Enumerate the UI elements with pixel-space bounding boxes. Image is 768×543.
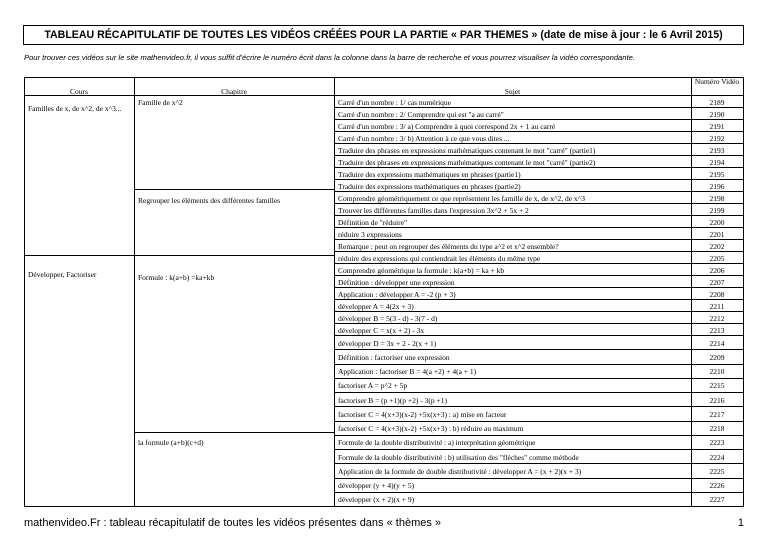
sujet-cell: développer (y + 4)(y + 5) bbox=[338, 481, 415, 491]
header-chapitre: Chapitre bbox=[221, 87, 247, 96]
numero-cell: 2218 bbox=[709, 424, 725, 434]
sujet-cell: Carré d'un nombre : 3/ a) Comprendre à quoi correspond 2x + 1 au carré bbox=[338, 121, 556, 131]
row-line bbox=[134, 95, 334, 96]
numero-cell: 2207 bbox=[709, 277, 725, 287]
row-line bbox=[334, 299, 744, 300]
row-line bbox=[334, 406, 744, 407]
row-line bbox=[334, 95, 744, 96]
numero-cell: 2225 bbox=[709, 466, 725, 476]
sujet-cell: développer D = 3x + 2 - 2(x + 1) bbox=[338, 338, 437, 348]
row-line bbox=[334, 167, 744, 168]
row-line bbox=[334, 378, 744, 379]
numero-cell: 2210 bbox=[709, 367, 725, 377]
sujet-cell: factoriser A = p^2 + 5p bbox=[338, 381, 408, 391]
sujet-cell: Traduire des phrases en expressions mathématiques contenant le mot "carré" (partie2) bbox=[338, 157, 596, 167]
row-line bbox=[334, 335, 744, 336]
sujet-cell: Définition : développer une expression bbox=[338, 277, 455, 287]
numero-cell: 2200 bbox=[709, 217, 725, 227]
page-number: 1 bbox=[737, 517, 744, 529]
row-line bbox=[334, 311, 744, 312]
sujet-cell: réduire des expressions qui contiendrait les éléments du même type bbox=[338, 253, 541, 263]
table-border-top bbox=[24, 77, 744, 78]
sujet-cell: Carré d'un nombre : 1/ cas numérique bbox=[338, 97, 451, 107]
table-border-right bbox=[743, 77, 744, 507]
row-line bbox=[134, 432, 334, 433]
numero-cell: 2205 bbox=[709, 253, 725, 263]
numero-cell: 2198 bbox=[709, 193, 725, 203]
sujet-cell: développer (x + 2)(x + 9) bbox=[338, 495, 415, 505]
header-sujet: Sujet bbox=[504, 87, 521, 96]
numero-cell: 2209 bbox=[709, 352, 725, 362]
sujet-cell: Formule de la double distributivité : a) interprétation géométrique bbox=[338, 438, 536, 448]
sujet-cell: Définition : factoriser une expression bbox=[338, 352, 450, 362]
row-line bbox=[334, 143, 744, 144]
numero-cell: 2199 bbox=[709, 205, 725, 215]
row-line bbox=[334, 215, 744, 216]
sujet-cell: Carré d'un nombre : 2/ Comprendre qui est "a au carré" bbox=[338, 109, 504, 119]
sujet-cell: développer A = 4(2x + 3) bbox=[338, 301, 414, 311]
chapitre-formule-kab: Formule : k(a+b) =ka+kb bbox=[138, 273, 215, 282]
footer-text: mathenvideo.Fr : tableau récapitulatif de toutes les vidéos présentes dans « thèmes » bbox=[24, 517, 442, 529]
header-cours: Cours bbox=[70, 87, 88, 96]
row-line bbox=[334, 107, 744, 108]
sujet-cell: Application : développer A = -2 (p + 3) bbox=[338, 289, 456, 299]
numero-cell: 2201 bbox=[709, 229, 725, 239]
numero-cell: 2224 bbox=[709, 452, 725, 462]
sujet-cell: Formule de la double distributivité : b) utilisation des "flèches" comme méthode bbox=[338, 452, 579, 462]
numero-cell: 2223 bbox=[709, 438, 725, 448]
row-line bbox=[134, 189, 334, 190]
numero-cell: 2213 bbox=[709, 325, 725, 335]
chapitre-famille-x2: Famille de x^2 bbox=[138, 98, 183, 107]
row-line bbox=[334, 349, 744, 350]
row-line bbox=[334, 463, 744, 464]
numero-cell: 2215 bbox=[709, 381, 725, 391]
row-line bbox=[334, 227, 744, 228]
numero-cell: 2227 bbox=[709, 495, 725, 505]
row-line bbox=[334, 421, 744, 422]
row-line bbox=[334, 239, 744, 240]
numero-cell: 2195 bbox=[709, 169, 725, 179]
sujet-cell: factoriser C = 4(x+3)(x-2) +5x(x+3) : a) mise en facteur bbox=[338, 409, 507, 419]
column-divider-cours bbox=[134, 77, 135, 507]
row-line bbox=[334, 203, 744, 204]
header-numero: Numéro Vidéo bbox=[694, 77, 740, 86]
numero-cell: 2206 bbox=[709, 265, 725, 275]
row-line bbox=[334, 323, 744, 324]
sujet-cell: développer B = 5(3 - d) - 3(7 - d) bbox=[338, 313, 438, 323]
table-border-bottom bbox=[24, 506, 744, 507]
row-line bbox=[334, 449, 744, 450]
chapitre-double-distributivite: la formule (a+b)(c+d) bbox=[138, 438, 204, 447]
numero-cell: 2193 bbox=[709, 145, 725, 155]
row-line bbox=[334, 191, 744, 192]
sujet-cell: Application : factoriser B = 4(a +2) + 4(a + 1) bbox=[338, 367, 477, 377]
row-line bbox=[334, 435, 744, 436]
document-title: TABLEAU RÉCAPITULATIF DE TOUTES LES VIDÉOS CRÉÉES POUR LA PARTIE « PAR THEMES » (date de mise à jour : le 6 Avril 2015) bbox=[23, 25, 744, 45]
numero-cell: 2216 bbox=[709, 395, 725, 405]
sujet-cell: Traduire des expressions mathématiques en phrases (partie2) bbox=[338, 181, 521, 191]
videos-table bbox=[24, 77, 744, 507]
numero-cell: 2196 bbox=[709, 181, 725, 191]
row-line bbox=[334, 119, 744, 120]
sujet-cell: développer C = x(x + 2) - 3x bbox=[338, 325, 425, 335]
row-line bbox=[334, 251, 744, 252]
row-line bbox=[334, 275, 744, 276]
numero-cell: 2192 bbox=[709, 133, 725, 143]
numero-cell: 2226 bbox=[709, 481, 725, 491]
numero-cell: 2190 bbox=[709, 109, 725, 119]
sujet-cell: Application de la formule de double distributivité : développer A = (x + 2)(x + 3) bbox=[338, 466, 582, 476]
row-line bbox=[334, 131, 744, 132]
numero-cell: 2202 bbox=[709, 241, 725, 251]
numero-cell: 2212 bbox=[709, 313, 725, 323]
sujet-cell: Traduire des phrases en expressions mathématiques contenant le mot "carré" (partie1) bbox=[338, 145, 596, 155]
numero-cell: 2208 bbox=[709, 289, 725, 299]
cours-familles: Familles de x, de x^2, de x^3... bbox=[28, 104, 122, 113]
row-line bbox=[334, 155, 744, 156]
sujet-cell: Définition de "réduire" bbox=[338, 217, 408, 227]
table-border-left bbox=[24, 77, 25, 507]
row-line bbox=[334, 287, 744, 288]
column-divider-chapitre bbox=[334, 77, 335, 507]
numero-cell: 2211 bbox=[709, 301, 725, 311]
sujet-cell: réduire 3 expressions bbox=[338, 229, 402, 239]
cours-developper-factoriser: Développer, Factoriser bbox=[28, 270, 97, 279]
numero-cell: 2194 bbox=[709, 157, 725, 167]
chapitre-regrouper: Regrouper les éléments des différentes familles bbox=[138, 196, 281, 205]
row-line bbox=[134, 255, 334, 256]
row-line bbox=[334, 392, 744, 393]
sujet-cell: Trouver les différentes familles dans l'expression 3x^2 + 5x + 2 bbox=[338, 205, 529, 215]
numero-cell: 2214 bbox=[709, 338, 725, 348]
row-line bbox=[334, 364, 744, 365]
intro-text: Pour trouver ces vidéos sur le site mathenvideo.fr, il vous suffit d'écrire le numéro écrit dans la colonne dans la barre de recherche et vous pourrez visualiser la vidéo correspondante. bbox=[24, 53, 635, 62]
row-line bbox=[334, 179, 744, 180]
row-line bbox=[24, 255, 134, 256]
sujet-cell: Carré d'un nombre : 3/ b) Attention à ce que vous dites ... bbox=[338, 133, 510, 143]
row-line bbox=[24, 95, 134, 96]
sujet-cell: factoriser C = 4(x+3)(x-2) +5x(x+3) : b) réduire au maximum bbox=[338, 424, 524, 434]
page-footer bbox=[24, 517, 744, 529]
numero-cell: 2189 bbox=[709, 97, 725, 107]
row-line bbox=[334, 478, 744, 479]
sujet-cell: Comprendre géométrique la formule : k(a+b) = ka + kb bbox=[338, 265, 505, 275]
numero-cell: 2217 bbox=[709, 409, 725, 419]
sujet-cell: Traduire des expressions mathématiques en phrases (partie1) bbox=[338, 169, 521, 179]
sujet-cell: factoriser B = (p +1)(p +2) - 3(p +1) bbox=[338, 395, 447, 405]
row-line bbox=[334, 263, 744, 264]
sujet-cell: Remarque : peut on regrouper des éléments du type a^2 et x^2 ensemble? bbox=[338, 241, 559, 251]
row-line bbox=[334, 492, 744, 493]
sujet-cell: Comprendre géométriquement ce que représentent les famille de x, de x^2, de x^3 bbox=[338, 193, 585, 203]
numero-cell: 2191 bbox=[709, 121, 725, 131]
